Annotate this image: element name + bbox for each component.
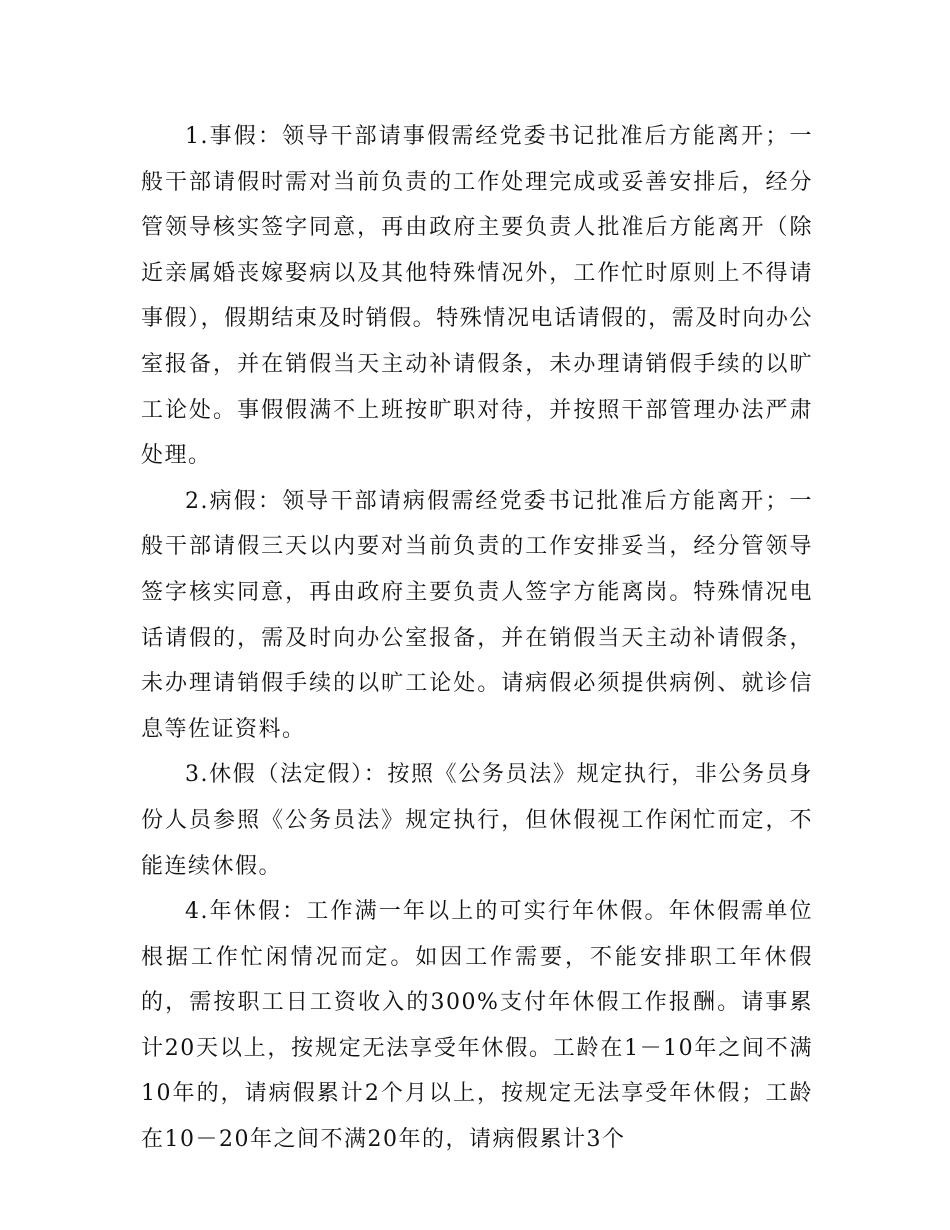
paragraph-personal-leave: 1.事假：领导干部请事假需经党委书记批准后方能离开；一般干部请假时需对当前负责的工作处理完成或妥善安排后，经分管领导核实签字同意，再由政府主要负责人批准后方能离开（除近亲属婚丧嫁娶病以及其他特殊情况外，工作忙时原则上不得请事假），假期结束及时销假。特殊情况电话请假的，需及时向办公室报备，并在销假当天主动补请假条，未办理请销假手续的以旷工论处。事假假满不上班按旷职对待，并按照干部管理办法严肃处理。 [141,124,813,469]
paragraph-annual-leave: 4.年休假：工作满一年以上的可实行年休假。年休假需单位根据工作忙闲情况而定。如因工作需要，不能安排职工年休假的，需按职工日工资收入的300%支付年休假工作报酬。请事累计20天以上，按规定无法享受年休假。工龄在1－10年之间不满10年的，请病假累计2个月以上，按规定无法享受年休假；工龄在10－20年之间不满20年的，请病假累计3个 [141,899,813,1153]
document-body [141,114,813,1163]
paragraph-statutory-leave: 3.休假（法定假）：按照《公务员法》规定执行，非公务员身份人员参照《公务员法》规定执行，但休假视工作闲忙而定，不能连续休假。 [141,762,813,879]
paragraph-sick-leave: 2.病假：领导干部请病假需经党委书记批准后方能离开；一般干部请假三天以内要对当前负责的工作安排妥当，经分管领导签字核实同意，再由政府主要负责人签字方能离岗。特殊情况电话请假的，需及时向办公室报备，并在销假当天主动补请假条，未办理请销假手续的以旷工论处。请病假必须提供病例、就诊信息等佐证资料。 [141,488,813,742]
